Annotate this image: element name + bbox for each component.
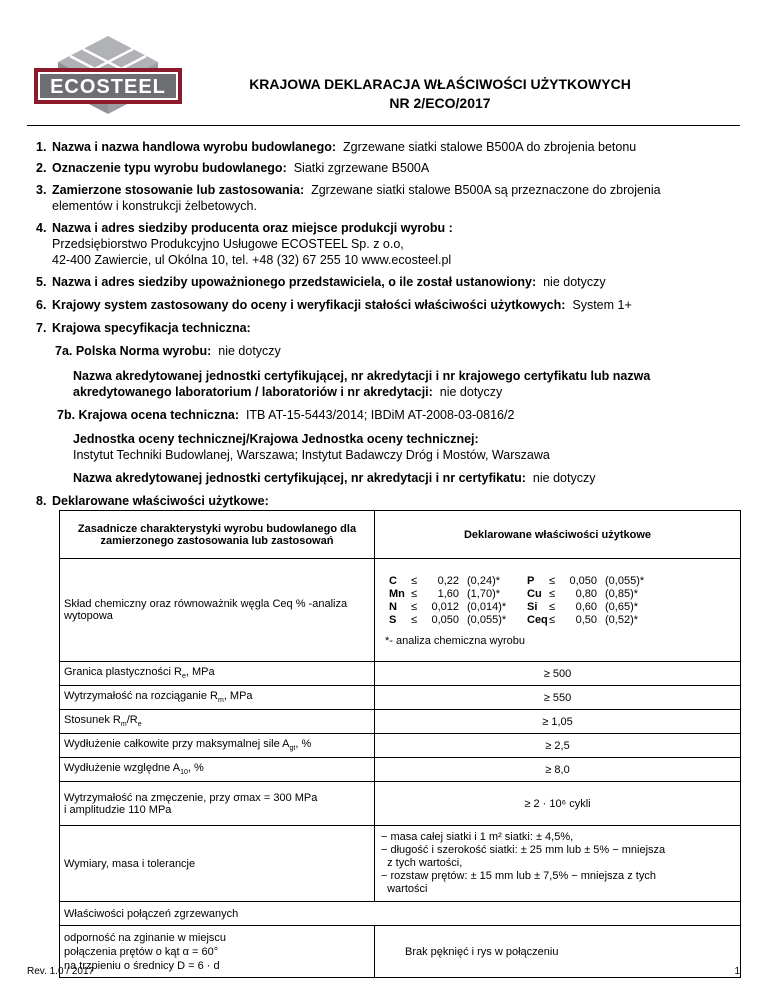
section-7-label: Krajowa specyfikacja techniczna: (52, 321, 251, 335)
chem-note: *- analiza chemiczna wyrobu (385, 635, 526, 647)
ecosteel-logo (28, 36, 188, 126)
chem-value: 0,80 (575, 588, 597, 600)
chem-label: Skład chemiczny oraz równoważnik węgla Ceq % -analiza wytopowa (60, 559, 375, 662)
table-row (60, 662, 741, 686)
section-7b-unit (73, 431, 733, 463)
section-3-value: Zgrzewane siatki stalowe B500A są przeznaczone do zbrojenia (311, 183, 661, 197)
section-1-value: Zgrzewane siatki stalowe B500A do zbrojenia betonu (343, 140, 637, 154)
producer-address: 42-400 Zawiercie, ul Okólna 10, tel. +48 (32) 67 255 10 www.ecosteel.pl (52, 253, 452, 267)
section-7a-lab-value: nie dotyczy (439, 385, 503, 399)
section-6-label: Krajowy system zastosowany do oceny i weryfikacji stałości właściwości użytkowych: (52, 298, 566, 312)
section-5: 5. Nazwa i adres siedziby upoważnionego przedstawiciela, o ile został ustanowiony: nie dotyczy (36, 275, 606, 289)
section-7a-lab-label-2: akredytowanego laboratorium / laboratoriów i nr akredytacji: (73, 385, 433, 399)
a10-value: ≥ 8,0 (375, 758, 741, 782)
title-line-1: KRAJOWA DEKLARACJA WŁAŚCIWOŚCI UŻYTKOWYCH (249, 76, 631, 92)
section-7b (57, 407, 737, 423)
chem-product-value: (0,24)* (467, 575, 501, 587)
chem-product-value: (0,055)* (605, 575, 645, 587)
chem-element: C (389, 575, 397, 587)
chem-value: 0,22 (437, 575, 459, 587)
section-1-label: Nazwa i nazwa handlowa wyrobu budowlanego: (52, 140, 337, 154)
chem-value: 0,50 (575, 614, 597, 626)
section-7a-value: nie dotyczy (218, 344, 281, 358)
chem-op: ≤ (411, 575, 418, 587)
chem-value: 0,050 (569, 575, 597, 587)
section-7a-lab (73, 368, 733, 400)
dims-label: Wymiary, masa i tolerancje (60, 826, 375, 902)
section-7b-cert (73, 470, 733, 486)
producer-name: Przedsiębiorstwo Produkcyjno Usługowe ECOSTEEL Sp. z o.o, (52, 237, 404, 251)
section-8-label: Deklarowane właściwości użytkowe: (52, 494, 269, 508)
section-2: 2. Oznaczenie typu wyrobu budowlanego: Siatki zgrzewane B500A (36, 161, 430, 175)
chem-op: ≤ (549, 575, 556, 587)
chem-element: Cu (527, 588, 542, 600)
section-7b-value: ITB AT-15-5443/2014; IBDiM AT-2008-03-0816/2 (245, 408, 515, 422)
section-7: 7. Krajowa specyfikacja techniczna: (36, 321, 251, 335)
chem-product-value: (1,70)* (467, 588, 501, 600)
chem-element: P (527, 575, 535, 587)
section-4: 4. Nazwa i adres siedziby producenta oraz miejsce produkcji wyrobu : Przedsiębiorstwo Produkcyjno Usługowe ECOSTEEL Sp. z o.o, 42-400 Zawiercie, ul Okólna 10, tel. +48 (32) 67 255 10 www.ecosteel.pl (36, 220, 736, 268)
chem-element: S (389, 614, 397, 626)
chem-element: Ceq (527, 614, 548, 626)
section-3: 3. Zamierzone stosowanie lub zastosowania: Zgrzewane siatki stalowe B500A są przeznaczone do zbrojenia elementów i konstrukcji żelbetowych. (36, 182, 736, 214)
revision-label: Rev. 1.0 / 2017 (27, 966, 95, 977)
section-7b-unit-value: Instytut Techniki Budowlanej, Warszawa; Instytut Badawczy Dróg i Mostów, Warszawa (73, 448, 550, 462)
chem-value: 1,60 (437, 588, 459, 600)
fatigue-label: Wytrzymałość na zmęczenie, przy σmax = 300 MPa i amplitudzie 110 MPa (60, 782, 375, 826)
chem-value: 0,60 (575, 601, 597, 613)
section-6: 6. Krajowy system zastosowany do oceny i weryfikacji stałości właściwości użytkowych: System 1+ (36, 298, 632, 312)
table-row-dimensions (60, 826, 741, 902)
chem-product-value: (0,055)* (467, 614, 507, 626)
section-3-value-cont: elementów i konstrukcji żelbetowych. (52, 199, 257, 213)
chem-product-value: (0,014)* (467, 601, 507, 613)
tensile-strength-label: Wytrzymałość na rozciąganie $R_m$, MPa (60, 686, 375, 710)
ratio-value: ≥ 1,05 (375, 710, 741, 734)
table-row (60, 758, 741, 782)
table-head-right: Deklarowane właściwości użytkowe (375, 511, 741, 559)
properties-table (59, 510, 741, 978)
chem-grid (389, 575, 736, 627)
chem-op: ≤ (411, 601, 418, 613)
table-row (60, 734, 741, 758)
a10-label: Wydłużenie względne $A_{10}$, % (60, 758, 375, 782)
section-7b-label: 7b. Krajowa ocena techniczna: (57, 408, 239, 422)
section-3-label: Zamierzone stosowanie lub zastosowania: (52, 183, 305, 197)
section-7a-lab-label-1: Nazwa akredytowanej jednostki certyfikującej, nr akredytacji i nr krajowego certyfikatu lub nazwa (73, 369, 651, 383)
chem-element: Mn (389, 588, 405, 600)
table-row-fatigue (60, 782, 741, 826)
yield-strength-label: Granica plastyczności $R_e$, MPa (60, 662, 375, 686)
page-number: 1 (734, 966, 740, 977)
chem-cell (375, 559, 741, 662)
chem-element: Si (527, 601, 538, 613)
chem-op: ≤ (549, 614, 556, 626)
weld-label: Właściwości połączeń zgrzewanych (60, 902, 741, 926)
dims-values: − masa całej siatki i 1 m² siatki: ± 4,5%, − długość i szerokość siatki: ± 25 mm lub ± 5% − mniejsza z tych wartości, − rozstaw prętów: ± 15 mm lub ± 7,5% − mniejsza z tych wartości (375, 826, 741, 902)
section-1: 1. Nazwa i nazwa handlowa wyrobu budowlanego: Zgrzewane siatki stalowe B500A do zbrojenia betonu (36, 140, 637, 154)
chem-product-value: (0,52)* (605, 614, 639, 626)
section-2-value: Siatki zgrzewane B500A (293, 161, 430, 175)
tensile-strength-value: ≥ 550 (375, 686, 741, 710)
bend-label: odporność na zginanie w miejscu połączenia prętów o kąt α = 60° na trzpieniu o średnicy D = 6 · d (60, 926, 375, 978)
table-row-chemical (60, 559, 741, 662)
title-line-2: NR 2/ECO/2017 (389, 95, 491, 111)
section-8: 8. Deklarowane właściwości użytkowe: (36, 494, 269, 508)
bend-value: Brak pęknięć i rys w połączeniu (375, 926, 741, 978)
section-7a-label: 7a. Polska Norma wyrobu: (55, 344, 212, 358)
chem-op: ≤ (549, 601, 556, 613)
chem-product-value: (0,85)* (605, 588, 639, 600)
table-row-weld (60, 902, 741, 926)
logo-text: ECOSTEEL (50, 76, 166, 98)
section-2-label: Oznaczenie typu wyrobu budowlanego: (52, 161, 287, 175)
chem-op: ≤ (411, 588, 418, 600)
fatigue-value: ≥ 2 · 10⁶ cykli (375, 782, 741, 826)
section-7b-cert-value: nie dotyczy (532, 471, 596, 485)
document-title (190, 75, 690, 113)
yield-strength-value: ≥ 500 (375, 662, 741, 686)
table-row (60, 686, 741, 710)
chem-product-value: (0,65)* (605, 601, 639, 613)
section-4-label: Nazwa i adres siedziby producenta oraz miejsce produkcji wyrobu : (52, 221, 453, 235)
ratio-label: Stosunek $R_m/R_e$ (60, 710, 375, 734)
table-row-bend (60, 926, 741, 978)
section-7a (55, 343, 735, 359)
table-header-row (60, 511, 741, 559)
section-5-label: Nazwa i adres siedziby upoważnionego przedstawiciela, o ile został ustanowiony: (52, 275, 537, 289)
chem-op: ≤ (411, 614, 418, 626)
section-6-value: System 1+ (572, 298, 632, 312)
chem-op: ≤ (549, 588, 556, 600)
chem-value: 0,012 (431, 601, 459, 613)
chem-element: N (389, 601, 397, 613)
agt-label: Wydłużenie całkowite przy maksymalnej sile $A_{gt}$, % (60, 734, 375, 758)
header-divider (27, 125, 740, 126)
section-7b-unit-label: Jednostka oceny technicznej/Krajowa Jednostka oceny technicznej: (73, 432, 479, 446)
table-row (60, 710, 741, 734)
section-7b-cert-label: Nazwa akredytowanej jednostki certyfikującej, nr akredytacji i nr certyfikatu: (73, 471, 526, 485)
chem-value: 0,050 (431, 614, 459, 626)
section-5-value: nie dotyczy (543, 275, 606, 289)
table-head-left: Zasadnicze charakterystyki wyrobu budowlanego dla zamierzonego zastosowania lub zastosowań (60, 511, 375, 559)
agt-value: ≥ 2,5 (375, 734, 741, 758)
